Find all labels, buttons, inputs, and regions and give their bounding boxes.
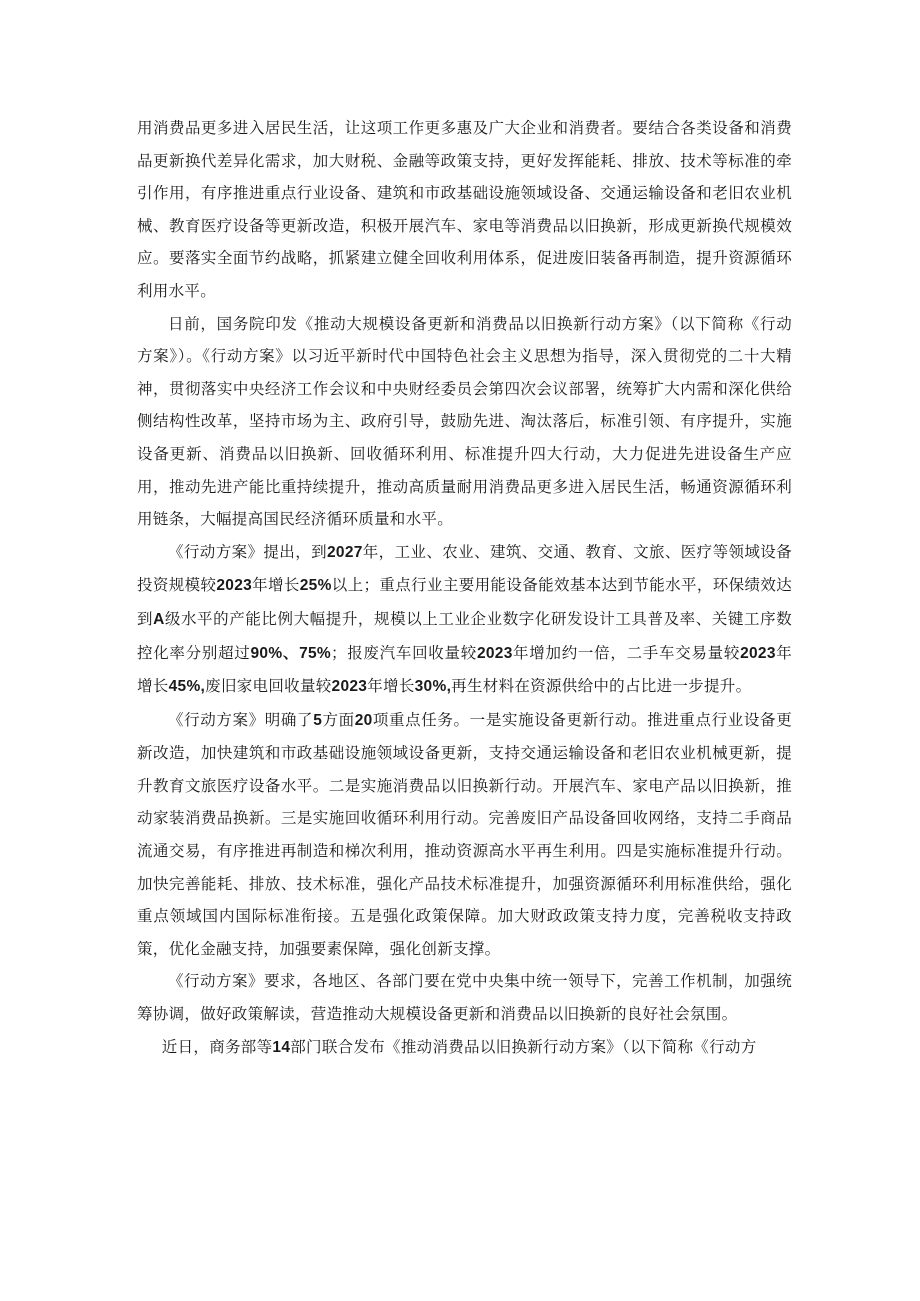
grade-a: A [153,610,165,628]
text-segment: ；报废汽车回收量较 [331,643,477,662]
number-20: 20 [354,711,373,729]
number-2023: 2023 [216,577,253,595]
text-segment: 级水平的产能比例大幅提升，规模以上工业企业数字化研发设计工具普及率、关键工序数控化率分别超过 [137,609,792,662]
number-45-percent: 45%, [168,678,206,696]
text-segment: 年增长 [367,677,415,696]
text-segment: 年增长 [252,576,300,595]
text-segment: 方面 [322,710,355,729]
paragraph-key-tasks [137,704,792,966]
number-90-75-percent: 90%、75% [250,644,331,662]
text-segment: 《行动方案》明确了 [168,710,314,729]
text-segment: 年增长 [137,643,792,696]
text-segment: 废旧家电回收量较 [205,677,332,696]
number-2027: 2027 [327,543,363,561]
text-segment: 近日，商务部等 [161,1037,273,1056]
paragraph-text: 用消费品更多进入居民生活，让这项工作更多惠及广大企业和消费者。要结合各类设备和消费品更新换代差异化需求，加大财税、金融等政策支持，更好发挥能耗、排放、技术等标准的牵引作用，有序推进重点行业设备、建筑和市政基础设施领域设备、交通运输设备和老旧农业机械、教育医疗设备等更新改造，积极开展汽车、家电等消费品以旧换新，形成更新换代规模效应。要落实全面节约战略，抓紧建立健全回收利用体系，促进废旧装备再制造，提升资源循环利用水平。 [137,119,792,300]
paragraph-text: 日前，国务院印发《推动大规模设备更新和消费品以旧换新行动方案》（以下简称《行动方案》）。《行动方案》以习近平新时代中国特色社会主义思想为指导，深入贯彻党的二十大精神，贯彻落实中央经济工作会议和中央财经委员会第四次会议部署，统筹扩大内需和深化供给侧结构性改革，坚持市场为主、政府引导，鼓励先进、淘汰落后，标准引领、有序提升，实施设备更新、消费品以旧换新、回收循环利用、标准提升四大行动，大力促进先进设备生产应用，推动先进产能比重持续提升，推动高质量耐用消费品更多进入居民生活，畅通资源循环利用链条，大幅提高国民经济循环质量和水平。 [137,314,792,529]
number-25-percent: 25% [299,577,332,595]
number-14: 14 [272,1038,291,1056]
text-segment: 以上；重点行业主要用能设备能效基本达到节能水平，环保绩效达到 [137,576,793,628]
paragraph-text: 《行动方案》要求，各地区、各部门要在党中央集中统一领导下，完善工作机制，加强统筹协调，做好政策解读，营造推动大规模设备更新和消费品以旧换新的良好社会氛围。 [137,972,792,1024]
text-segment: 年，工业、农业、建筑、交通、教育、文旅、医疗等领域设备投资规模较 [137,542,792,595]
paragraph-continuation [137,112,792,308]
text-segment: 再生材料在资源供给中的占比进一步提升。 [451,677,752,696]
document-page [137,112,792,1064]
number-2023: 2023 [740,644,776,662]
text-segment: 年增加约一倍，二手车交易量较 [512,643,741,662]
paragraph-action-plan-release [137,308,792,536]
number-2023: 2023 [476,644,513,662]
number-2023: 2023 [331,678,368,696]
text-segment: 部门联合发布《推动消费品以旧换新行动方案》（以下简称《行动方 [290,1037,757,1056]
paragraph-targets-2027 [137,536,792,704]
paragraph-requirements [137,965,792,1030]
text-segment: 项重点任务。一是实施设备更新行动。推进重点行业设备更新改造，加快建筑和市政基础设施领域设备更新，支持交通运输设备和老旧农业机械更新，提升教育文旅医疗设备水平。二是实施消费品以旧换新行动。开展汽车、家电产品以旧换新，推动家装消费品换新。三是实施回收循环利用行动。完善废旧产品设备回收网络，支持二手商品流通交易，有序推进再制造和梯次利用，推动资源高水平再生利用。四是实施标准提升行动。加快完善能耗、排放、技术标准，强化产品技术标准提升，加强资源循环利用标准供给，强化重点领域国内国际标准衔接。五是强化政策保障。加大财政政策支持力度，完善税收支持政策，优化金融支持，加强要素保障，强化创新支撑。 [137,710,792,958]
number-5: 5 [313,711,323,729]
paragraph-commerce-ministry [137,1031,792,1065]
text-segment: 《行动方案》提出，到 [168,542,327,561]
number-30-percent: 30%, [414,678,452,696]
